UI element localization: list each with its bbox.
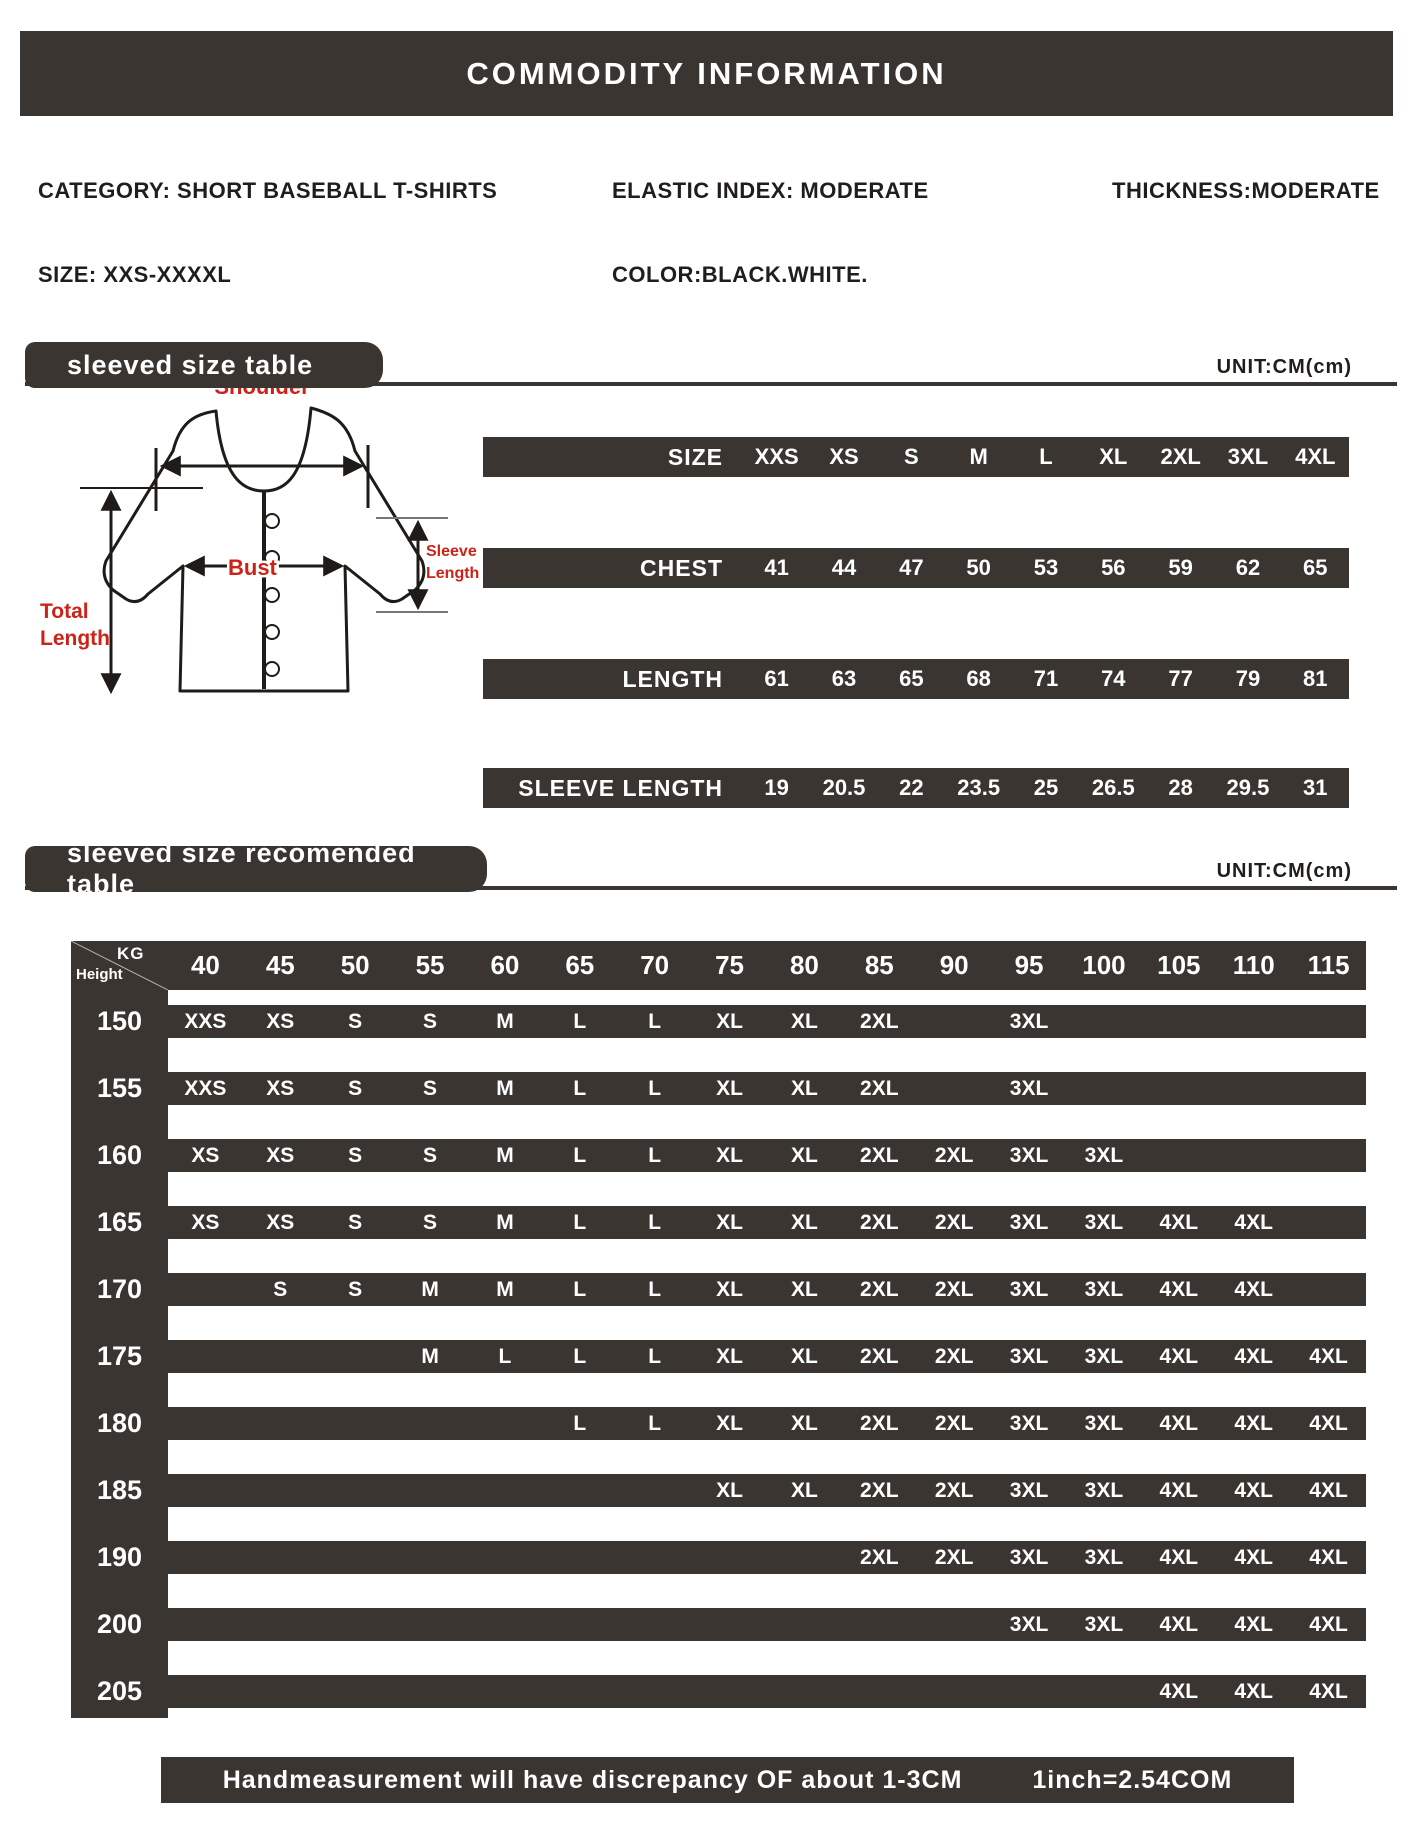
size-cell: 79	[1235, 666, 1261, 691]
rec-cell: 2XL	[860, 1210, 899, 1234]
rec-cell: 2XL	[860, 1545, 899, 1569]
rec-table-height-column	[71, 941, 168, 1718]
rec-cell: 3XL	[1009, 1210, 1049, 1234]
rec-cell: XL	[716, 1210, 743, 1234]
size-cell: 31	[1303, 775, 1328, 800]
size-cell: 25	[1033, 775, 1059, 800]
size-row-label: LENGTH	[622, 665, 723, 692]
rec-row	[168, 1407, 1366, 1440]
rec-cell: M	[496, 1009, 514, 1033]
rec-cell: 3XL	[1084, 1478, 1124, 1502]
rec-cell: 3XL	[1009, 1478, 1049, 1502]
rec-cell: 4XL	[1234, 1344, 1273, 1368]
size-cell: 71	[1033, 666, 1059, 691]
rec-cell: 4XL	[1234, 1210, 1273, 1234]
rec-cell: XL	[791, 1009, 818, 1033]
size-cell: 61	[764, 666, 789, 691]
size-cell: 81	[1303, 666, 1328, 691]
rec-cell: 4XL	[1159, 1545, 1199, 1569]
total-length-label-2: Length	[40, 627, 110, 650]
size-cell: 44	[831, 555, 857, 580]
height-label: 185	[96, 1475, 143, 1505]
rec-cell: L	[648, 1277, 662, 1301]
section2-banner	[25, 838, 487, 899]
rec-cell: 4XL	[1159, 1679, 1199, 1703]
weight-header-row	[168, 941, 1366, 990]
rec-row	[168, 1206, 1366, 1239]
size-cell: 22	[899, 775, 924, 800]
weight-header-cell: 95	[1014, 950, 1044, 980]
size-cell: 56	[1101, 555, 1126, 580]
rec-cell: XS	[266, 1076, 295, 1100]
section1-unit-label: UNIT:CM(cm)	[1216, 356, 1352, 378]
size-cell: XS	[829, 444, 859, 469]
rec-cell: L	[498, 1344, 512, 1368]
footer-text: Handmeasurement will have discrepancy OF about 1-3CM	[222, 1765, 963, 1794]
size-cell: 74	[1101, 666, 1126, 691]
rec-cell: 3XL	[1009, 1545, 1049, 1569]
rec-cell: XL	[791, 1143, 818, 1167]
rec-cell: L	[573, 1143, 587, 1167]
size-cell: 68	[966, 666, 991, 691]
rec-cell: L	[648, 1009, 662, 1033]
size-cell: 28	[1168, 775, 1193, 800]
rec-cell: 2XL	[860, 1344, 899, 1368]
rec-cell: 3XL	[1009, 1076, 1049, 1100]
weight-header-cell: 105	[1157, 950, 1201, 980]
rec-cell: 4XL	[1159, 1210, 1199, 1234]
rec-cell: 2XL	[860, 1411, 899, 1435]
rec-cell: M	[496, 1076, 514, 1100]
rec-cell: XS	[266, 1009, 295, 1033]
size-table-row	[483, 659, 1349, 699]
rec-cell: M	[496, 1277, 514, 1301]
rec-cell: 3XL	[1084, 1143, 1124, 1167]
size-cell: 65	[899, 666, 924, 691]
height-label: 180	[96, 1408, 143, 1438]
size-cell: 59	[1168, 555, 1193, 580]
height-label: 165	[96, 1207, 143, 1237]
rec-cell: 4XL	[1309, 1411, 1348, 1435]
height-label: 200	[96, 1609, 143, 1639]
size-cell: 63	[831, 666, 857, 691]
size-cell: 4XL	[1295, 444, 1336, 469]
size-table-row	[483, 437, 1349, 477]
corner-kg-label: KG	[117, 944, 145, 963]
color-label: COLOR:BLACK.WHITE.	[612, 262, 868, 287]
rec-cell: S	[423, 1210, 438, 1234]
weight-header-cell: 70	[640, 950, 670, 980]
size-cell: L	[1039, 444, 1053, 469]
rec-cell: 3XL	[1084, 1277, 1124, 1301]
rec-cell: L	[573, 1344, 587, 1368]
size-cell: 77	[1168, 666, 1193, 691]
rec-cell: S	[348, 1076, 363, 1100]
size-cell: 19	[764, 775, 789, 800]
rec-cell: M	[421, 1344, 439, 1368]
rec-cell: M	[496, 1210, 514, 1234]
total-length-label-1: Total	[40, 600, 89, 623]
size-cell: S	[903, 444, 919, 469]
weight-header-cell: 115	[1307, 950, 1350, 980]
rec-cell: M	[496, 1143, 514, 1167]
rec-cell: S	[348, 1210, 363, 1234]
rec-row	[168, 1675, 1366, 1708]
rec-cell: XL	[716, 1411, 743, 1435]
section1-banner	[25, 342, 383, 388]
rec-cell: L	[573, 1076, 587, 1100]
rec-cell: S	[348, 1143, 363, 1167]
size-cell: 2XL	[1160, 444, 1201, 469]
footer-note-bar	[161, 1757, 1294, 1803]
rec-cell: 4XL	[1309, 1545, 1348, 1569]
weight-header-cell: 65	[565, 950, 595, 980]
rec-cell: 4XL	[1234, 1612, 1273, 1636]
size-cell: 23.5	[957, 775, 1001, 800]
rec-cell: 2XL	[934, 1411, 974, 1435]
rec-cell: S	[348, 1277, 363, 1301]
rec-cell: 3XL	[1084, 1612, 1124, 1636]
height-label: 150	[96, 1006, 143, 1036]
height-label: 160	[96, 1140, 143, 1170]
height-label: 155	[96, 1073, 143, 1103]
sleeve-length-label-2: Length	[426, 565, 480, 582]
rec-cell: 3XL	[1084, 1210, 1124, 1234]
rec-cell: XL	[716, 1478, 743, 1502]
rec-cell: 2XL	[860, 1076, 899, 1100]
rec-cell: XL	[716, 1277, 743, 1301]
rec-cell: 2XL	[860, 1277, 899, 1301]
rec-cell: L	[648, 1210, 662, 1234]
rec-cell: XL	[791, 1210, 818, 1234]
rec-cell: 3XL	[1084, 1545, 1124, 1569]
rec-cell: 2XL	[860, 1478, 899, 1502]
rec-cell: L	[648, 1143, 662, 1167]
weight-header-cell: 75	[715, 950, 745, 980]
rec-cell: L	[648, 1411, 662, 1435]
rec-cell: 4XL	[1234, 1679, 1273, 1703]
rec-row	[168, 1273, 1366, 1306]
size-cell: 50	[966, 555, 991, 580]
rec-cell: 4XL	[1309, 1679, 1348, 1703]
rec-cell: S	[423, 1009, 438, 1033]
size-cell: 41	[764, 555, 789, 580]
rec-cell: 2XL	[860, 1143, 899, 1167]
rec-cell: XL	[716, 1143, 743, 1167]
rec-cell: 4XL	[1234, 1411, 1273, 1435]
rec-row	[168, 1541, 1366, 1574]
rec-row	[168, 1608, 1366, 1641]
rec-row	[168, 1005, 1366, 1038]
section2-unit-label: UNIT:CM(cm)	[1216, 860, 1352, 882]
rec-cell: XL	[791, 1344, 818, 1368]
rec-cell: L	[573, 1277, 587, 1301]
rec-cell: 3XL	[1009, 1344, 1049, 1368]
section2-banner-label: sleeved size recomended table	[67, 838, 416, 899]
rec-cell: XL	[716, 1076, 743, 1100]
rec-cell: S	[273, 1277, 288, 1301]
rec-cell: 3XL	[1084, 1411, 1124, 1435]
rec-cell: 2XL	[934, 1143, 974, 1167]
rec-cell: 4XL	[1309, 1478, 1348, 1502]
rec-cell: 3XL	[1009, 1009, 1049, 1033]
rec-row	[168, 1474, 1366, 1507]
rec-cell: XL	[791, 1478, 818, 1502]
size-cell: 47	[899, 555, 924, 580]
size-cell: 29.5	[1226, 775, 1270, 800]
size-cell: 20.5	[822, 775, 866, 800]
size-cell: XXS	[754, 444, 799, 469]
rec-cell: 3XL	[1009, 1612, 1049, 1636]
elastic-index-label: ELASTIC INDEX: MODERATE	[612, 178, 929, 203]
rec-cell: 2XL	[934, 1277, 974, 1301]
rec-cell: XXS	[184, 1076, 227, 1100]
header-bar	[20, 31, 1393, 116]
rec-cell: L	[573, 1210, 587, 1234]
size-cell: 53	[1033, 555, 1059, 580]
rec-row	[168, 1340, 1366, 1373]
category-label: CATEGORY: SHORT BASEBALL T-SHIRTS	[38, 178, 498, 203]
rec-cell: 4XL	[1234, 1545, 1273, 1569]
rec-cell: S	[348, 1009, 363, 1033]
rec-cell: 2XL	[934, 1545, 974, 1569]
shirt-measurement-diagram	[28, 366, 483, 711]
rec-cell: XS	[191, 1143, 220, 1167]
weight-header-cell: 100	[1082, 950, 1126, 980]
weight-header-cell: 60	[490, 950, 520, 980]
size-cell: M	[969, 444, 988, 469]
weight-header-cell: 80	[789, 950, 819, 980]
rec-cell: 2XL	[934, 1210, 974, 1234]
rec-cell: XS	[191, 1210, 220, 1234]
rec-cell: L	[648, 1344, 662, 1368]
size-range-label: SIZE: XXS-XXXXL	[38, 262, 232, 287]
thickness-label: THICKNESS:MODERATE	[1112, 178, 1380, 203]
bust-label: Bust	[228, 555, 277, 580]
rec-table-header	[71, 941, 1366, 990]
rec-row	[168, 1072, 1366, 1105]
weight-header-cell: 40	[190, 950, 220, 980]
size-table-row	[483, 768, 1349, 808]
height-label: 170	[96, 1274, 143, 1304]
corner-height-label: Height	[76, 966, 123, 983]
rec-row	[168, 1139, 1366, 1172]
rec-cell: 3XL	[1009, 1277, 1049, 1301]
rec-cell: 4XL	[1234, 1478, 1273, 1502]
rec-cell: 4XL	[1309, 1344, 1348, 1368]
rec-cell: 4XL	[1159, 1478, 1199, 1502]
sleeve-length-label-1: Sleeve	[426, 543, 477, 560]
rec-cell: 4XL	[1159, 1344, 1199, 1368]
section1-banner-label: sleeved size table	[67, 349, 314, 380]
weight-header-cell: 85	[864, 950, 894, 980]
rec-cell: S	[423, 1076, 438, 1100]
weight-header-cell: 45	[265, 950, 295, 980]
rec-cell: XXS	[184, 1009, 227, 1033]
rec-cell: 4XL	[1159, 1277, 1199, 1301]
rec-cell: 3XL	[1009, 1143, 1049, 1167]
rec-cell: XL	[791, 1277, 818, 1301]
rec-cell: L	[573, 1411, 587, 1435]
footer-conversion: 1inch=2.54COM	[1032, 1765, 1233, 1794]
rec-cell: 4XL	[1234, 1277, 1273, 1301]
rec-cell: S	[423, 1143, 438, 1167]
rec-cell: 2XL	[934, 1344, 974, 1368]
weight-header-cell: 50	[340, 950, 370, 980]
size-row-label: SIZE	[667, 443, 723, 470]
rec-cell: 2XL	[934, 1478, 974, 1502]
rec-cell: 2XL	[860, 1009, 899, 1033]
size-row-label: CHEST	[640, 554, 723, 581]
rec-cell: 3XL	[1084, 1344, 1124, 1368]
size-table-row	[483, 548, 1349, 588]
size-cell: 65	[1303, 555, 1328, 580]
size-row-label: SLEEVE LENGTH	[518, 774, 723, 801]
weight-header-cell: 55	[415, 950, 445, 980]
size-cell: 62	[1235, 555, 1261, 580]
rec-cell: XL	[716, 1009, 743, 1033]
rec-cell: 4XL	[1309, 1612, 1348, 1636]
rec-cell: L	[573, 1009, 587, 1033]
rec-cell: XS	[266, 1143, 295, 1167]
rec-cell: XL	[791, 1411, 818, 1435]
rec-cell: XL	[716, 1344, 743, 1368]
size-cell: XL	[1099, 444, 1128, 469]
rec-cell: XS	[266, 1210, 295, 1234]
size-cell: 26.5	[1091, 775, 1135, 800]
rec-cell: 4XL	[1159, 1612, 1199, 1636]
height-label: 205	[96, 1676, 143, 1706]
height-label: 190	[96, 1542, 143, 1572]
height-label: 175	[96, 1341, 143, 1371]
weight-header-cell: 90	[939, 950, 969, 980]
rec-cell: 3XL	[1009, 1411, 1049, 1435]
weight-header-cell: 110	[1232, 950, 1275, 980]
rec-cell: 4XL	[1159, 1411, 1199, 1435]
rec-cell: L	[648, 1076, 662, 1100]
size-cell: 3XL	[1227, 444, 1269, 469]
rec-cell: XL	[791, 1076, 818, 1100]
page-title: COMMODITY INFORMATION	[466, 55, 947, 91]
rec-cell: M	[421, 1277, 439, 1301]
